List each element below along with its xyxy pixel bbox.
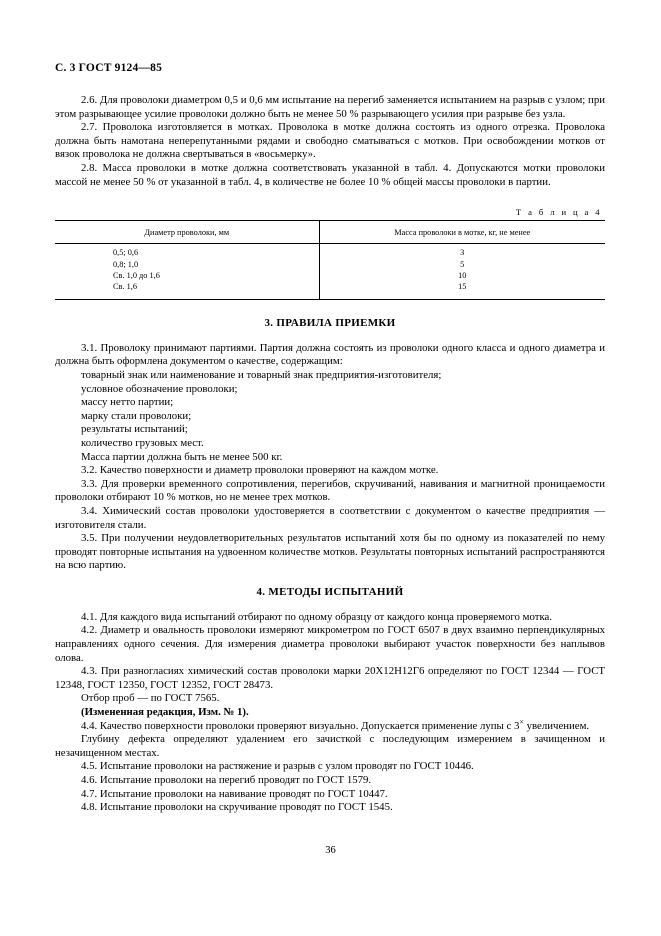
running-head: С. 3 ГОСТ 9124—85 xyxy=(55,62,163,74)
table-body xyxy=(55,244,605,300)
paragraph-2-7: 2.7. Проволока изготовляется в мотках. Проволока в мотке должна состоять из одного отрезка. Проволока должна быть намотана неперепутанными рядами и свободно сматываться с мотков. При освобождении мотков от вязок проволока не должна свертываться в «восьмерку». xyxy=(55,121,605,161)
cell-diameter: 0,5; 0,6 xyxy=(113,248,139,258)
multiplier-sign: × xyxy=(519,717,524,727)
paragraph-sampling: Отбор проб — по ГОСТ 7565. xyxy=(81,692,220,705)
paragraph-4-7: 4.7. Испытание проволоки на навивание проводят по ГОСТ 10447. xyxy=(81,787,388,800)
spacer xyxy=(55,573,605,586)
paragraph-3-5: 3.5. При получении неудовлетворительных результатов испытаний хотя бы по одному из показателей по нему проводят повторные испытания на удвоенном количестве мотков. Результаты повторных испытаний распространяются на всю партию. xyxy=(55,532,605,572)
paragraph-2-6: 2.6. Для проволоки диаметром 0,5 и 0,6 мм испытание на перегиб заменяется испытанием на разрыв с узлом; при этом разрывающее усилие проволоки должно быть не менее 50 % разрывающего усилия при разрыве без узла. xyxy=(55,94,605,120)
list-item: марку стали проволоки; xyxy=(81,409,192,422)
column-header-mass: Масса проволоки в мотке, кг, не менее xyxy=(319,221,605,244)
section-title-4: 4. МЕТОДЫ ИСПЫТАНИЙ xyxy=(256,585,404,598)
column-header-diameter: Диаметр проволоки, мм xyxy=(55,221,319,244)
cell-diameter: 0,8; 1,0 xyxy=(113,259,139,269)
table-coil-mass xyxy=(55,220,605,300)
paragraph-4-4-text-a: 4.4. Качество поверхности проволоки проверяют визуально. Допускается применение лупы с 3 xyxy=(81,719,520,732)
paragraph-4-1: 4.1. Для каждого вида испытаний отбирают по одному образцу от каждого конца проверяемого мотка. xyxy=(81,610,553,623)
paragraph-3-2: 3.2. Качество поверхности и диаметр проволоки проверяют на каждом мотке. xyxy=(81,464,439,477)
paragraph-3-3: 3.3. Для проверки временного сопротивления, перегибов, скручиваний, навивания и магнитной проницаемости проволоки отбирают 10 % мотков, но не менее трех мотков. xyxy=(55,477,605,504)
paragraph-batch-mass: Масса партии должна быть не менее 500 кг. xyxy=(81,450,283,463)
paragraph-defect-depth: Глубину дефекта определяют удалением его зачисткой с последующим измерением в зачищенном и незачищенном местах. xyxy=(55,733,605,759)
paragraph-4-4 xyxy=(55,717,605,734)
paragraph-2-8: 2.8. Масса проволоки в мотке должна соответствовать указанной в табл. 4. Допускаются мотки проволоки массой не менее 50 % от указанной в табл. 4, в количестве не более 10 % общей массы проволоки в партии. xyxy=(55,161,605,188)
page-number: 36 xyxy=(325,845,336,856)
paragraph-4-5: 4.5. Испытание проволоки на растяжение и разрыв с узлом проводят по ГОСТ 10446. xyxy=(81,760,474,773)
list-item: условное обозначение проволоки; xyxy=(81,382,238,395)
spacer xyxy=(55,304,605,317)
cell-diameter-group xyxy=(55,244,319,300)
cell-mass-group xyxy=(319,244,605,300)
section-title-3: 3. ПРАВИЛА ПРИЕМКИ xyxy=(264,316,396,329)
cell-mass: 10 xyxy=(458,270,467,280)
paragraph-3-1: 3.1. Проволоку принимают партиями. Партия должна состоять из проволоки одного класса и одного диаметра и должна быть оформлена документом о качестве, содержащим: xyxy=(55,341,605,368)
list-item: массу нетто партии; xyxy=(81,396,174,409)
table-header-row xyxy=(55,221,605,244)
page-content xyxy=(55,62,605,815)
list-item: результаты испытаний; xyxy=(81,423,188,436)
paragraph-4-2: 4.2. Диаметр и овальность проволоки измеряют микрометром по ГОСТ 6507 в двух взаимно перпендикулярных направлениях одного сечения. Для измерения диаметра проволоки выбирают участок поверхности без наплывов олова. xyxy=(55,624,605,664)
paragraph-3-4: 3.4. Химический состав проволоки удостоверяется в соответствии с документом о качестве предприятия — изготовителя стали. xyxy=(55,504,605,531)
cell-mass: 3 xyxy=(460,248,465,258)
table-caption: Т а б л и ц а 4 xyxy=(515,207,602,218)
paragraph-4-3: 4.3. При разногласиях химический состав проволоки марки 20Х12Н12Г6 определяют по ГОСТ 12344 — ГОСТ 12348, ГОСТ 12350, ГОСТ 12352, ГОСТ 28473. xyxy=(55,665,605,691)
cell-diameter: Св. 1,0 до 1,6 xyxy=(113,270,160,280)
table-row xyxy=(55,244,605,300)
spacer xyxy=(55,329,605,342)
cell-mass: 5 xyxy=(460,259,465,269)
table-head xyxy=(55,221,605,244)
paragraph-revision-note: (Измененная редакция, Изм. № 1). xyxy=(81,706,249,719)
paragraph-4-4-text-b: увеличением. xyxy=(523,719,590,732)
paragraph-4-8: 4.8. Испытание проволоки на скручивание проводят по ГОСТ 1545. xyxy=(81,801,393,814)
list-item: количество грузовых мест. xyxy=(81,436,204,449)
paragraph-4-6: 4.6. Испытание проволоки на перегиб проводят по ГОСТ 1579. xyxy=(81,774,372,786)
list-item: товарный знак или наименование и товарный знак предприятия-изготовителя; xyxy=(81,368,442,381)
spacer xyxy=(55,598,605,611)
cell-mass: 15 xyxy=(458,282,467,292)
cell-diameter: Св. 1,6 xyxy=(113,282,137,292)
